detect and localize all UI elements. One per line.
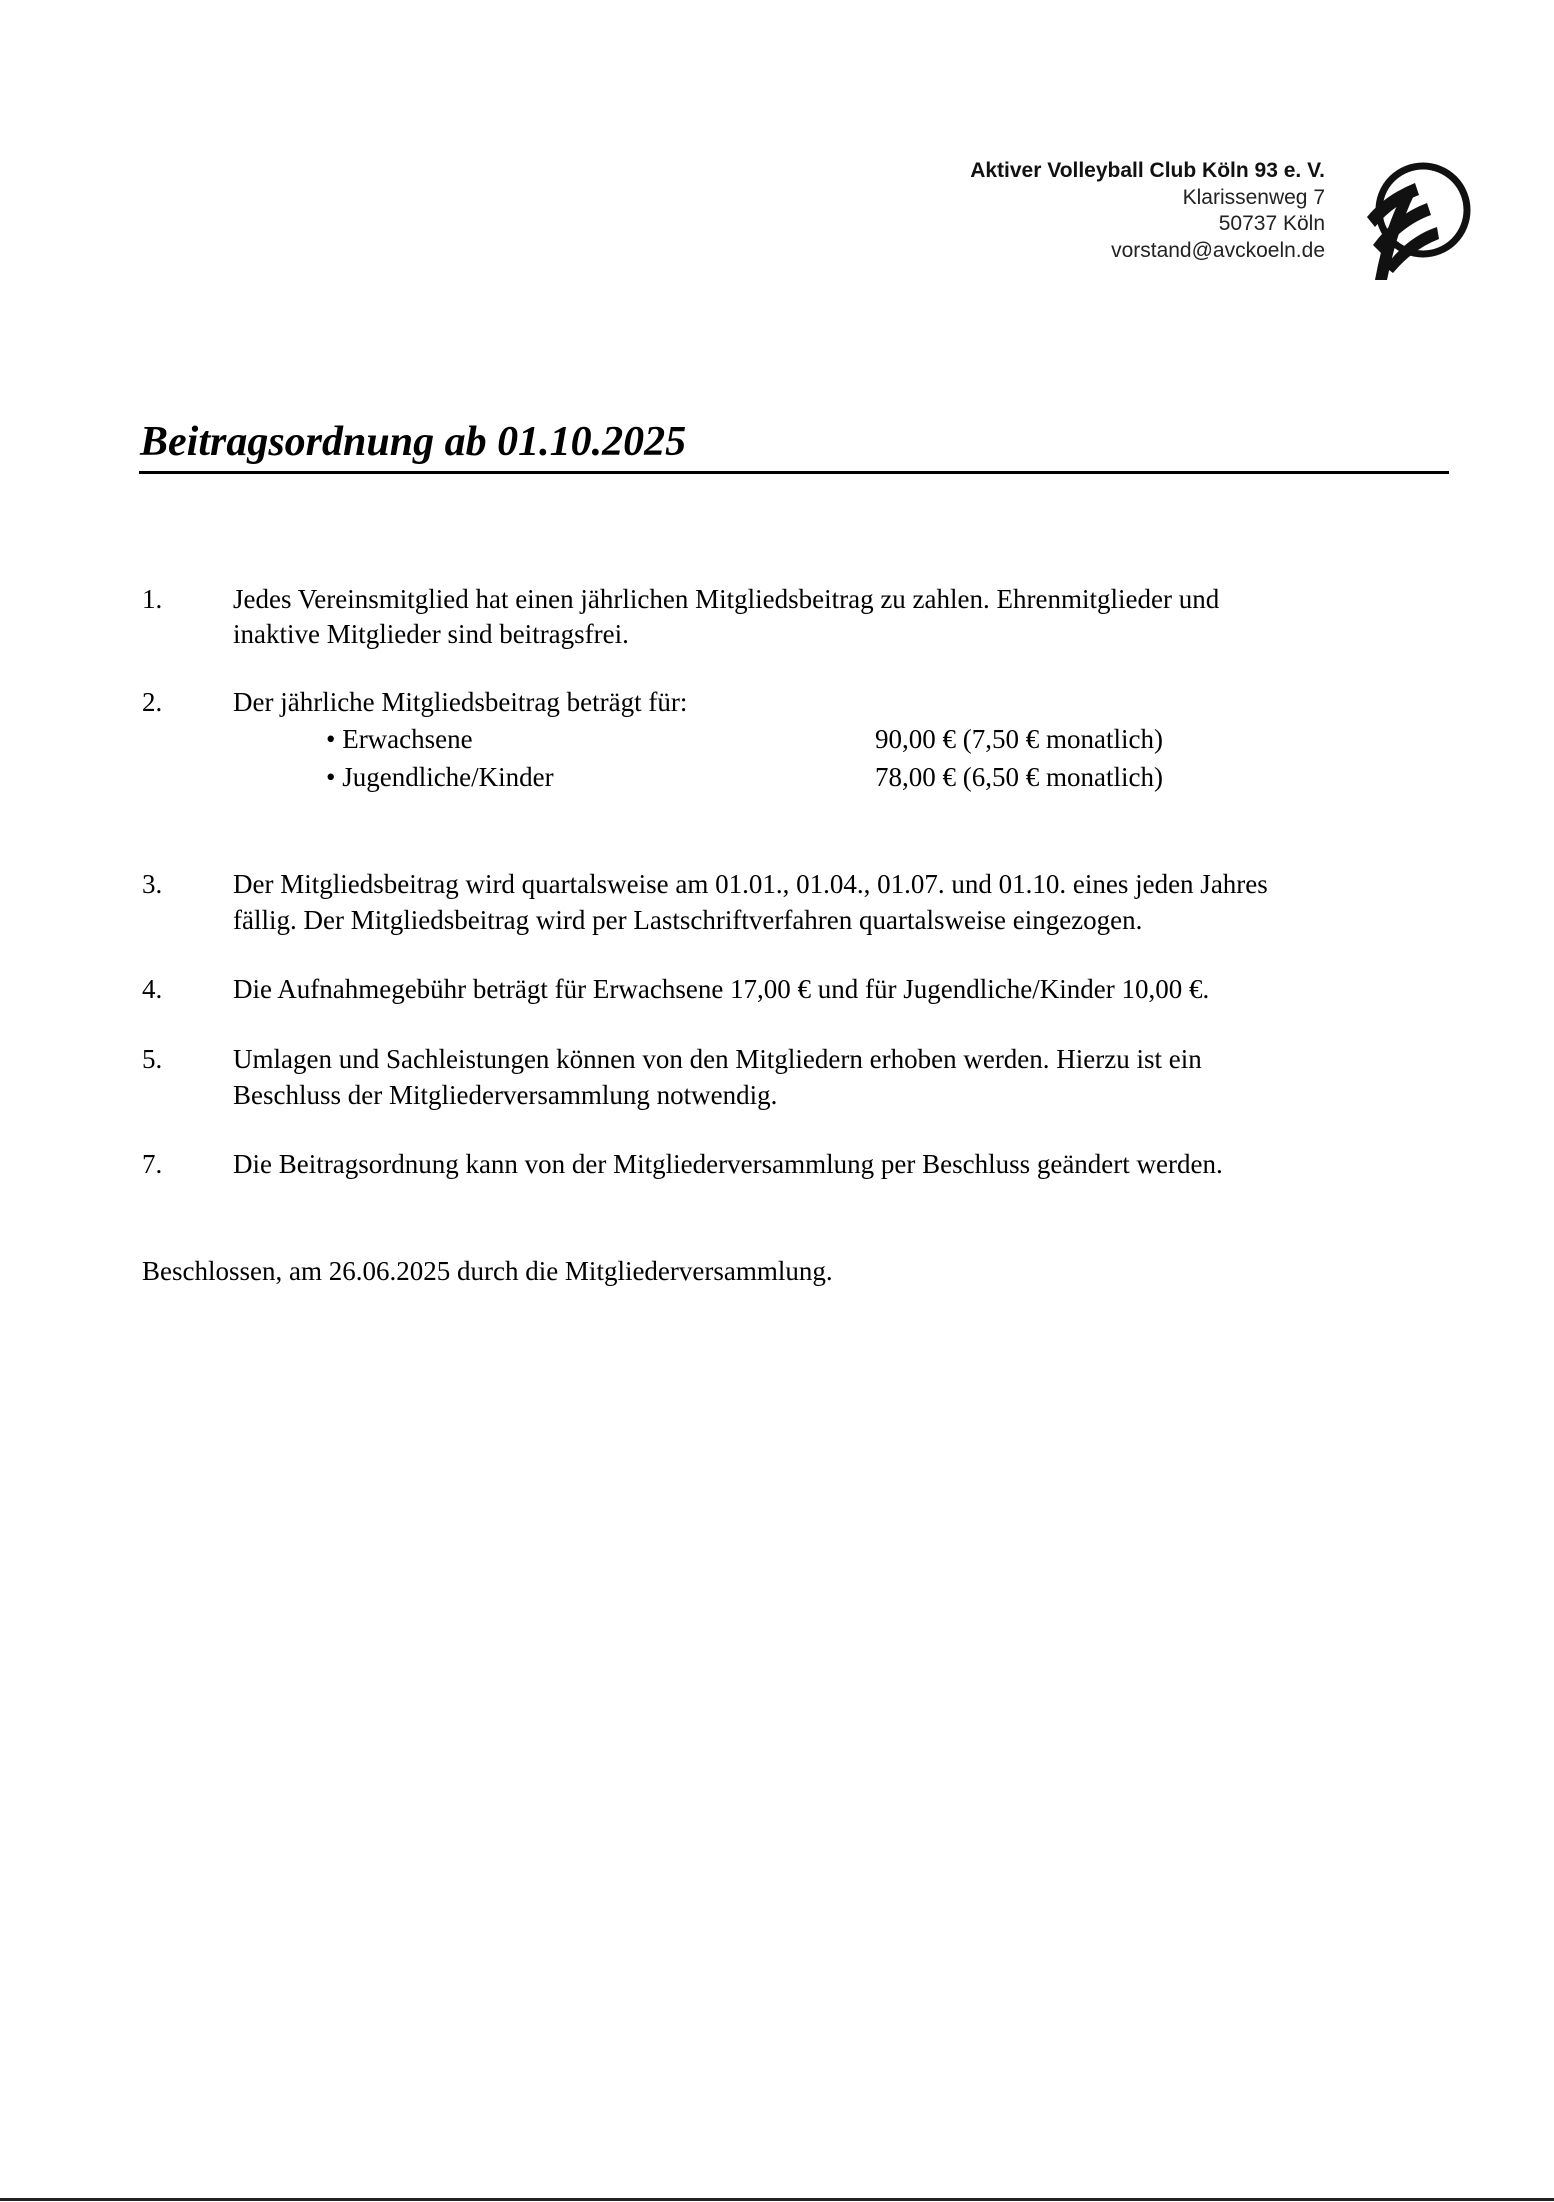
title-rule — [139, 471, 1449, 474]
item-3-number: 3. — [142, 869, 163, 899]
fee-amount-youth: 78,00 € (6,50 € monatlich) — [875, 762, 1163, 792]
bottom-border — [0, 2198, 1554, 2201]
fee-label-adults: • Erwachsene — [326, 724, 473, 754]
item-2-number: 2. — [142, 687, 163, 717]
item-3-line-1: Der Mitgliedsbeitrag wird quartalsweise am 01.01., 01.04., 01.07. und 01.10. eines jeden Jahres — [233, 869, 1268, 899]
club-logo-icon — [1345, 155, 1475, 283]
item-1-number: 1. — [142, 584, 163, 614]
item-3-line-2: fällig. Der Mitgliedsbeitrag wird per Lastschriftverfahren quartalsweise eingezogen. — [233, 905, 1143, 935]
item-7-number: 7. — [142, 1149, 163, 1179]
item-1-line-1: Jedes Vereinsmitglied hat einen jährlichen Mitgliedsbeitrag zu zahlen. Ehrenmitglieder und — [233, 584, 1220, 614]
item-2-line-1: Der jährliche Mitgliedsbeitrag beträgt für: — [233, 687, 688, 717]
fee-label-youth: • Jugendliche/Kinder — [326, 762, 554, 792]
org-city: 50737 Köln — [1218, 212, 1325, 235]
item-1-line-2: inaktive Mitglieder sind beitragsfrei. — [233, 619, 629, 649]
page-title: Beitragsordnung ab 01.10.2025 — [140, 419, 687, 465]
fee-amount-adults: 90,00 € (7,50 € monatlich) — [875, 724, 1163, 754]
item-4-line-1: Die Aufnahmegebühr beträgt für Erwachsene 17,00 € und für Jugendliche/Kinder 10,00 €. — [233, 974, 1210, 1004]
item-4-number: 4. — [142, 974, 163, 1004]
item-5-line-2: Beschluss der Mitgliederversammlung notwendig. — [233, 1080, 778, 1110]
org-name: Aktiver Volleyball Club Köln 93 e. V. — [970, 159, 1325, 182]
org-email: vorstand@avckoeln.de — [1111, 239, 1325, 262]
closing-statement: Beschlossen, am 26.06.2025 durch die Mitgliederversammlung. — [142, 1256, 833, 1286]
item-5-number: 5. — [142, 1044, 163, 1074]
item-7-line-1: Die Beitragsordnung kann von der Mitgliederversammlung per Beschluss geändert werden. — [233, 1149, 1223, 1179]
org-street: Klarissenweg 7 — [1182, 186, 1325, 209]
item-5-line-1: Umlagen und Sachleistungen können von den Mitgliedern erhoben werden. Hierzu ist ein — [233, 1044, 1202, 1074]
